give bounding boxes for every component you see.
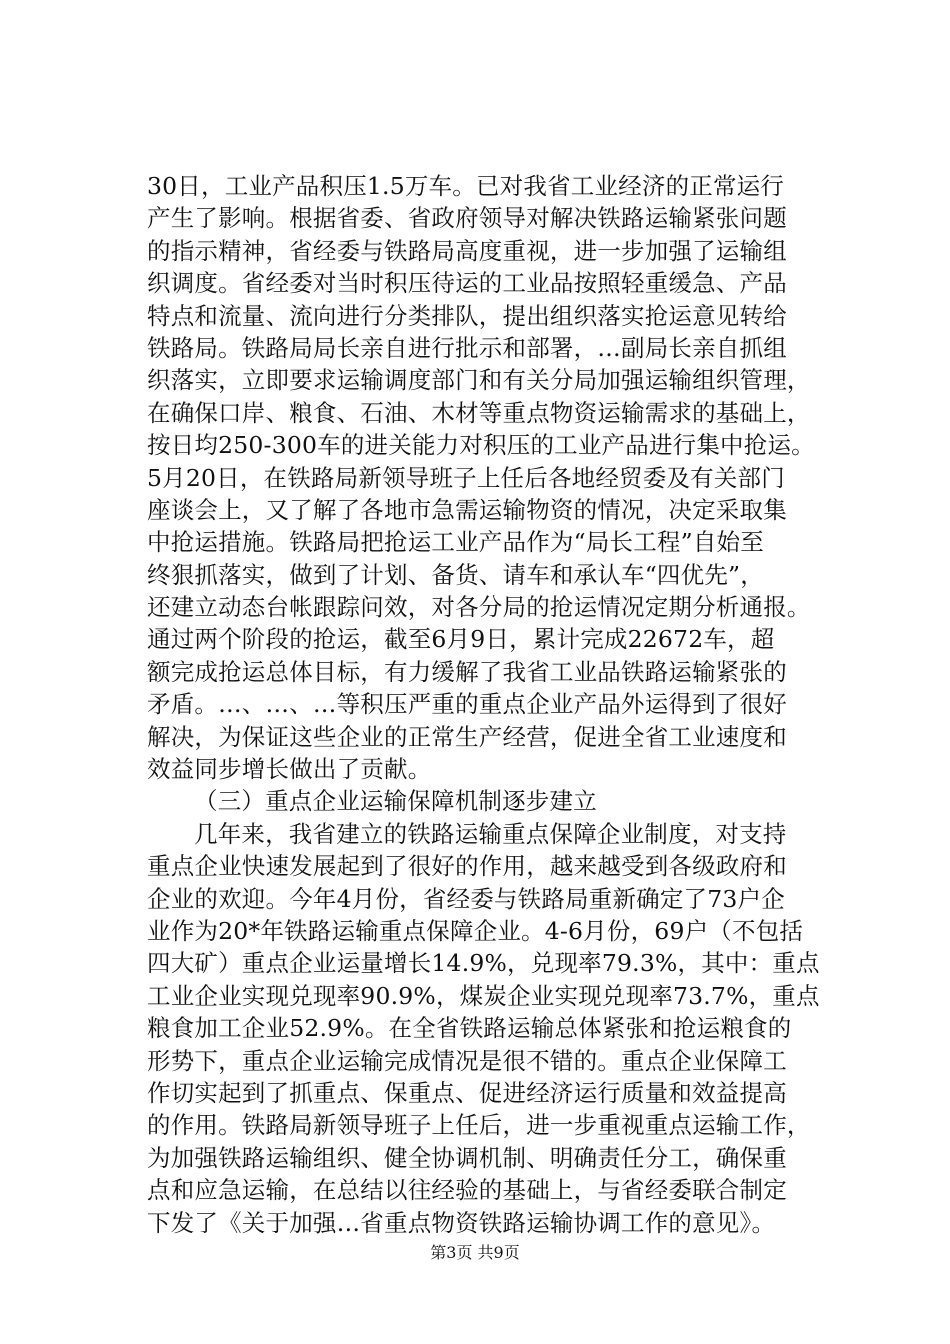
text-line: 特点和流量、流向进行分类排队，提出组织落实抢运意见转给 — [147, 301, 787, 330]
text-line: 作切实起到了抓重点、保重点、促进经济运行质量和效益提高 — [147, 1078, 787, 1107]
text-line: 30日，工业产品积压1.5万车。已对我省工业经济的正常运行 — [147, 172, 785, 200]
text-line: 终狠抓落实，做到了计划、备货、请车和承认车“四优先”， — [147, 560, 764, 589]
text-line: 中抢运措施。铁路局把抢运工业产品作为“局长工程”自始至 — [147, 528, 764, 557]
text-line: 几年来，我省建立的铁路运输重点保障企业制度，对支持 — [194, 819, 787, 848]
text-line: 的作用。铁路局新领导班子上任后，进一步重视重点运输工作， — [147, 1111, 811, 1140]
text-line: 四大矿）重点企业运量增长14.9%，兑现率79.3%，其中：重点 — [147, 949, 820, 978]
text-line: 粮食加工企业52.9%。在全省铁路运输总体紧张和抢运粮食的 — [147, 1014, 792, 1043]
text-line: 额完成抢运总体目标，有力缓解了我省工业品铁路运输紧张的 — [147, 657, 787, 686]
text-line: 下发了《关于加强…省重点物资铁路运输协调工作的意见》。 — [147, 1208, 776, 1237]
section-heading: （三）重点企业运输保障机制逐步建立 — [194, 787, 597, 816]
text-line: 矛盾。…、…、…等积压严重的重点企业产品外运得到了很好 — [147, 690, 787, 719]
text-line: 工业企业实现兑现率90.9%，煤炭企业实现兑现率73.7%，重点 — [147, 981, 820, 1010]
text-line: 为加强铁路运输组织、健全协调机制、明确责任分工，确保重 — [147, 1143, 787, 1172]
text-line: 重点企业快速发展起到了很好的作用，越来越受到各级政府和 — [147, 852, 787, 881]
text-line: 还建立动态台帐跟踪问效，对各分局的抢运情况定期分析通报。 — [147, 593, 811, 622]
text-line: 业作为20*年铁路运输重点保障企业。4-6月份，69户（不包括 — [147, 916, 804, 945]
text-line: 解决，为保证这些企业的正常生产经营，促进全省工业速度和 — [147, 722, 787, 751]
text-line: 铁路局。铁路局局长亲自进行批示和部署，…副局长亲自抓组 — [147, 333, 787, 362]
text-line: 座谈会上，又了解了各地市急需运输物资的情况，决定采取集 — [147, 495, 787, 524]
text-line: 按日均250-300车的进关能力对积压的工业产品进行集中抢运。 — [147, 431, 815, 460]
text-line: 效益同步增长做出了贡献。 — [147, 755, 432, 784]
text-line: 形势下，重点企业运输完成情况是很不错的。重点企业保障工 — [147, 1046, 787, 1075]
text-line: 织调度。省经委对当时积压待运的工业品按照轻重缓急、产品 — [147, 269, 787, 298]
page-indicator: 第3页 共9页 — [430, 1243, 520, 1262]
text-line: 产生了影响。根据省委、省政府领导对解决铁路运输紧张问题 — [147, 204, 787, 233]
text-line: 企业的欢迎。今年4月份，省经委与铁路局重新确定了73户企 — [147, 884, 785, 913]
text-line: 5月20日，在铁路局新领导班子上任后各地经贸委及有关部门 — [147, 463, 785, 492]
text-line: 点和应急运输，在总结以往经验的基础上，与省经委联合制定 — [147, 1176, 787, 1205]
text-line: 的指示精神，省经委与铁路局高度重视，进一步加强了运输组 — [147, 236, 787, 265]
body-text — [147, 170, 859, 1239]
text-line: 通过两个阶段的抢运，截至6月9日，累计完成22672车，超 — [147, 625, 775, 654]
text-line: 在确保口岸、粮食、石油、木材等重点物资运输需求的基础上， — [147, 398, 811, 427]
text-line: 织落实，立即要求运输调度部门和有关分局加强运输组织管理， — [147, 366, 811, 395]
